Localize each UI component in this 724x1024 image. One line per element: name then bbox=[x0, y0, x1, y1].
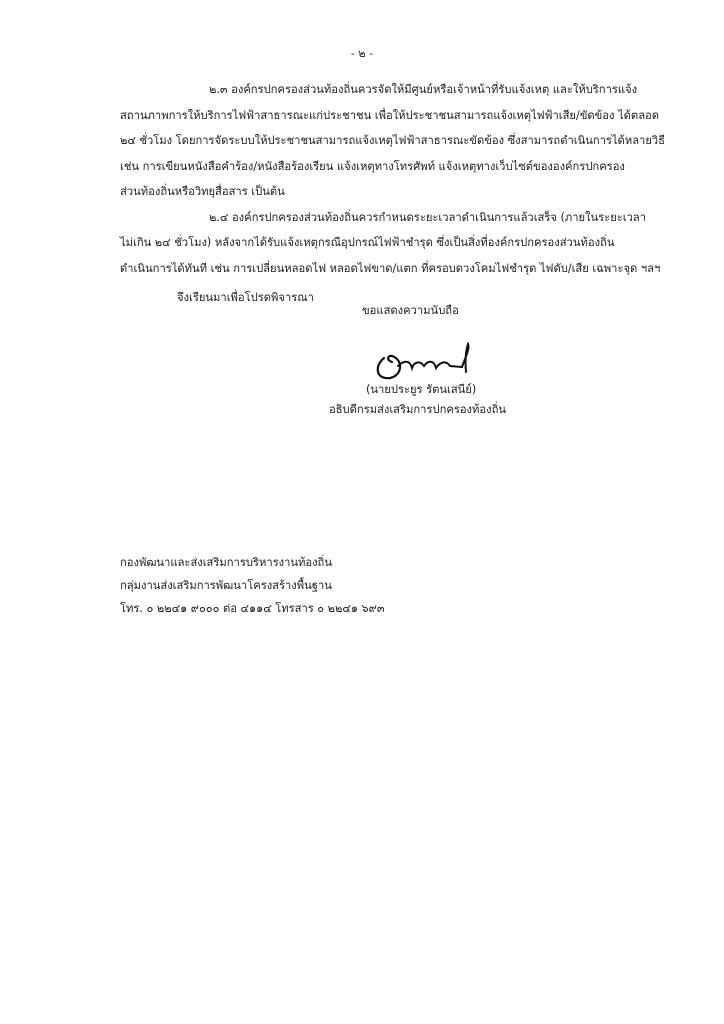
paragraph-2-3-line-2: สถานภาพการให้บริการไฟฟ้าสาธารณะแก่ประชาชน เพื่อให้ประชาชนสามารถแจ้งเหตุไฟฟ้าเสีย/ขัดข้อง ได้ตลอด bbox=[120, 109, 660, 122]
handwritten-signature bbox=[370, 336, 480, 386]
paragraph-2-3-line-4: เช่น การเขียนหนังสือคำร้อง/หนังสือร้องเรียน แจ้งเหตุทางโทรศัพท์ แจ้งเหตุทางเว็บไซต์ขององค์กรปกครอง bbox=[120, 160, 625, 173]
paragraph-2-3-line-3: ๒๔ ชั่วโมง โดยการจัดระบบให้ประชาชนสามารถแจ้งเหตุไฟฟ้าสาธารณะขัดข้อง ซึ่งสามารถดำเนินการได้หลายวิธี bbox=[120, 134, 665, 147]
footer-division: กองพัฒนาและส่งเสริมการบริหารงานท้องถิ่น bbox=[120, 556, 332, 569]
signer-name: (นายประยูร รัตนเสนีย์) bbox=[366, 383, 477, 396]
paragraph-2-3-line-1: ๒.๓ องค์กรปกครองส่วนท้องถิ่นควรจัดให้มีศูนย์หรือเจ้าหน้าที่รับแจ้งเหตุ และให้บริการแจ้ง bbox=[209, 83, 638, 96]
paragraph-2-4-line-1: ๒.๔ องค์กรปกครองส่วนท้องถิ่นควรกำหนดระยะเวลาดำเนินการแล้วเสร็จ (ภายในระยะเวลา bbox=[209, 211, 646, 224]
footer-group: กลุ่มงานส่งเสริมการพัฒนาโครงสร้างพื้นฐาน bbox=[120, 579, 332, 592]
footer-contact: โทร. ๐ ๒๒๔๑ ๙๐๐๐ ต่อ ๔๑๑๔ โทรสาร ๐ ๒๒๔๑ ๖๙๓ bbox=[120, 602, 385, 615]
signer-title: อธิบดีกรมส่งเสริมการปกครองท้องถิ่น bbox=[329, 403, 506, 416]
paragraph-2-4-line-3: ดำเนินการได้ทันที เช่น การเปลี่ยนหลอดไฟ หลอดไฟขาด/แตก ที่ครอบดวงโคมไฟชำรุด ไฟดับ/เสีย เฉพาะจุด ฯลฯ bbox=[120, 262, 661, 275]
regards-line: ขอแสดงความนับถือ bbox=[362, 304, 459, 317]
page-number: - ๒ - bbox=[350, 47, 374, 60]
closing-line: จึงเรียนมาเพื่อโปรดพิจารณา bbox=[177, 291, 314, 304]
paragraph-2-4-line-2: ไม่เกิน ๒๔ ชั่วโมง) หลังจากได้รับแจ้งเหตุกรณีอุปกรณ์ไฟฟ้าชำรุด ซึ่งเป็นสิ่งที่องค์กรปกครองส่วนท้องถิ่น bbox=[120, 236, 615, 249]
paragraph-2-3-line-5: ส่วนท้องถิ่นหรือวิทยุสื่อสาร เป็นต้น bbox=[120, 185, 285, 198]
